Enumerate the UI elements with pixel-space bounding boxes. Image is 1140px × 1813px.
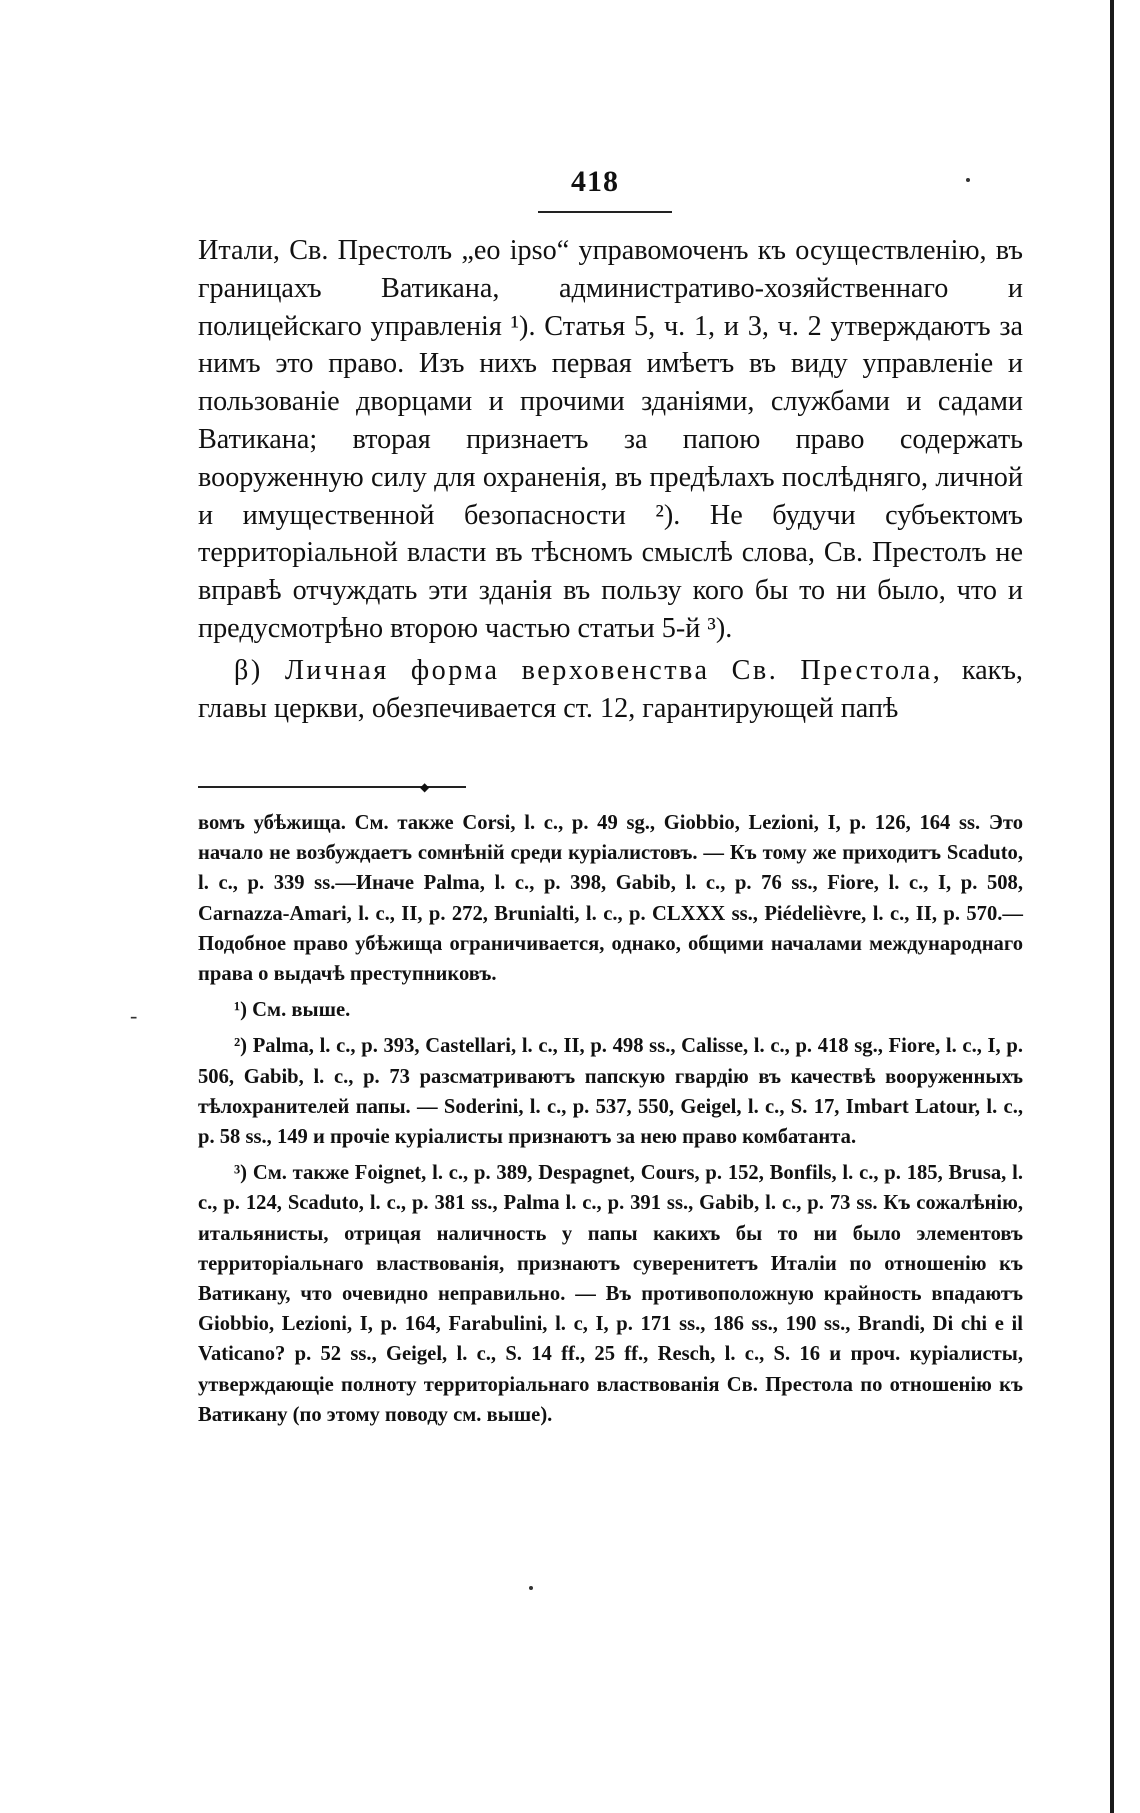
scan-edge-line xyxy=(1110,0,1114,1813)
page-number-underline xyxy=(538,211,672,213)
spaced-heading-text: β) Личная форма верховенства Св. Престола, xyxy=(234,654,943,686)
scan-speck xyxy=(966,178,970,182)
page-number: 418 xyxy=(571,165,619,198)
footnote-3: ³) См. также Foignet, l. c., p. 389, Despagnet, Cours, p. 152, Bonfils, l. c., p. 185, Brusa, l. c., p. 124, Scaduto, l. c., p. 381 ss., Palma l. c., p. 391 ss., Gabib, l. c., p. 73 ss. Къ сожалѣнію, итальянисты, отрицая наличность у папы какихъ бы то ни было элементовъ территоріальнаго властвованія, признаютъ суверенитетъ Италіи по отношенію къ Ватикану, что очевидно неправильно. — Въ противоположную крайность впадаютъ Giobbio, Lezioni, I, p. 164, Farabulini, l. c, I, p. 171 ss., 186 ss., 190 ss., Brandi, Di chi e il Vaticano? p. 52 ss., Geigel, l. c., S. 14 ff., 25 ff., Resch, l. c., S. 16 и проч. куріалисты, утверждающіе полноту территоріальнаго властвованія Св. Престола по отношенію къ Ватикану (по этому поводу см. выше). xyxy=(198,1162,1023,1426)
footnotes xyxy=(198,808,1023,1430)
footnote-separator-mark: ◆ xyxy=(420,780,430,794)
footnote-1: ¹) См. выше. xyxy=(234,999,351,1022)
margin-mark: - xyxy=(130,1003,138,1028)
main-paragraph-2-rest: какъ, главы церкви, обезпечивается ст. 12, гарантирующей папѣ xyxy=(198,654,1023,724)
scan-speck xyxy=(529,1586,533,1590)
main-paragraph-1: Итали, Св. Престолъ „eo ipso“ управомоченъ къ осуществленію, въ границахъ Ватикана, административо-хозяйственнаго и полицейскаго управленія ¹). Статья 5, ч. 1, и 3, ч. 2 утверждаютъ за нимъ это право. Изъ нихъ первая имѣетъ въ виду управленіе и пользованіе дворцами и прочими зданіями, службами и садами Ватикана; вторая признаетъ за папою право содержать вооруженную силу для охраненія, въ предѣлахъ послѣдняго, личной и имущественной безопасности ²). Не будучи субъектомъ территоріальной власти въ тѣсномъ смыслѣ слова, Св. Престолъ не вправѣ отчуждать эти зданія въ пользу кого бы то ни было, что и предусмотрѣно второю частью статьи 5-й ³). xyxy=(198,235,1023,644)
footnote-2: ²) Palma, l. c., p. 393, Castellari, l. c., II, p. 498 ss., Calisse, l. c., p. 418 sg., Fiore, l. c., I, p. 506, Gabib, l. c., p. 73 разсматриваютъ папскую гвардію въ качествѣ вооруженныхъ тѣлохранителей папы. — Soderini, l. c., p. 537, 550, Geigel, l. c., S. 17, Imbart Latour, l. c., p. 58 ss., 149 и прочіе куріалисты признаютъ за нею право комбатанта. xyxy=(198,1035,1023,1149)
footnote-continuation: вомъ убѣжища. См. также Corsi, l. c., p. 49 sg., Giobbio, Lezioni, I, p. 126, 164 ss. Это начало не возбуждаетъ сомнѣній среди куріалистовъ. — Къ тому же приходитъ Scaduto, l. c., p. 339 ss.—Иначе Palma, l. c., p. 398, Gabib, l. c., p. 76 ss., Fiore, l. c., I, p. 508, Carnazza-Amari, l. c., II, p. 272, Brunialti, l. c., p. CLXXX ss., Piédelièvre, l. c., II, p. 570.— Подобное право убѣжища ограничивается, однако, общими началами международнаго права о выдачѣ преступниковъ. xyxy=(198,812,1023,986)
main-text xyxy=(198,232,1023,727)
main-paragraph-2 xyxy=(198,652,1023,728)
